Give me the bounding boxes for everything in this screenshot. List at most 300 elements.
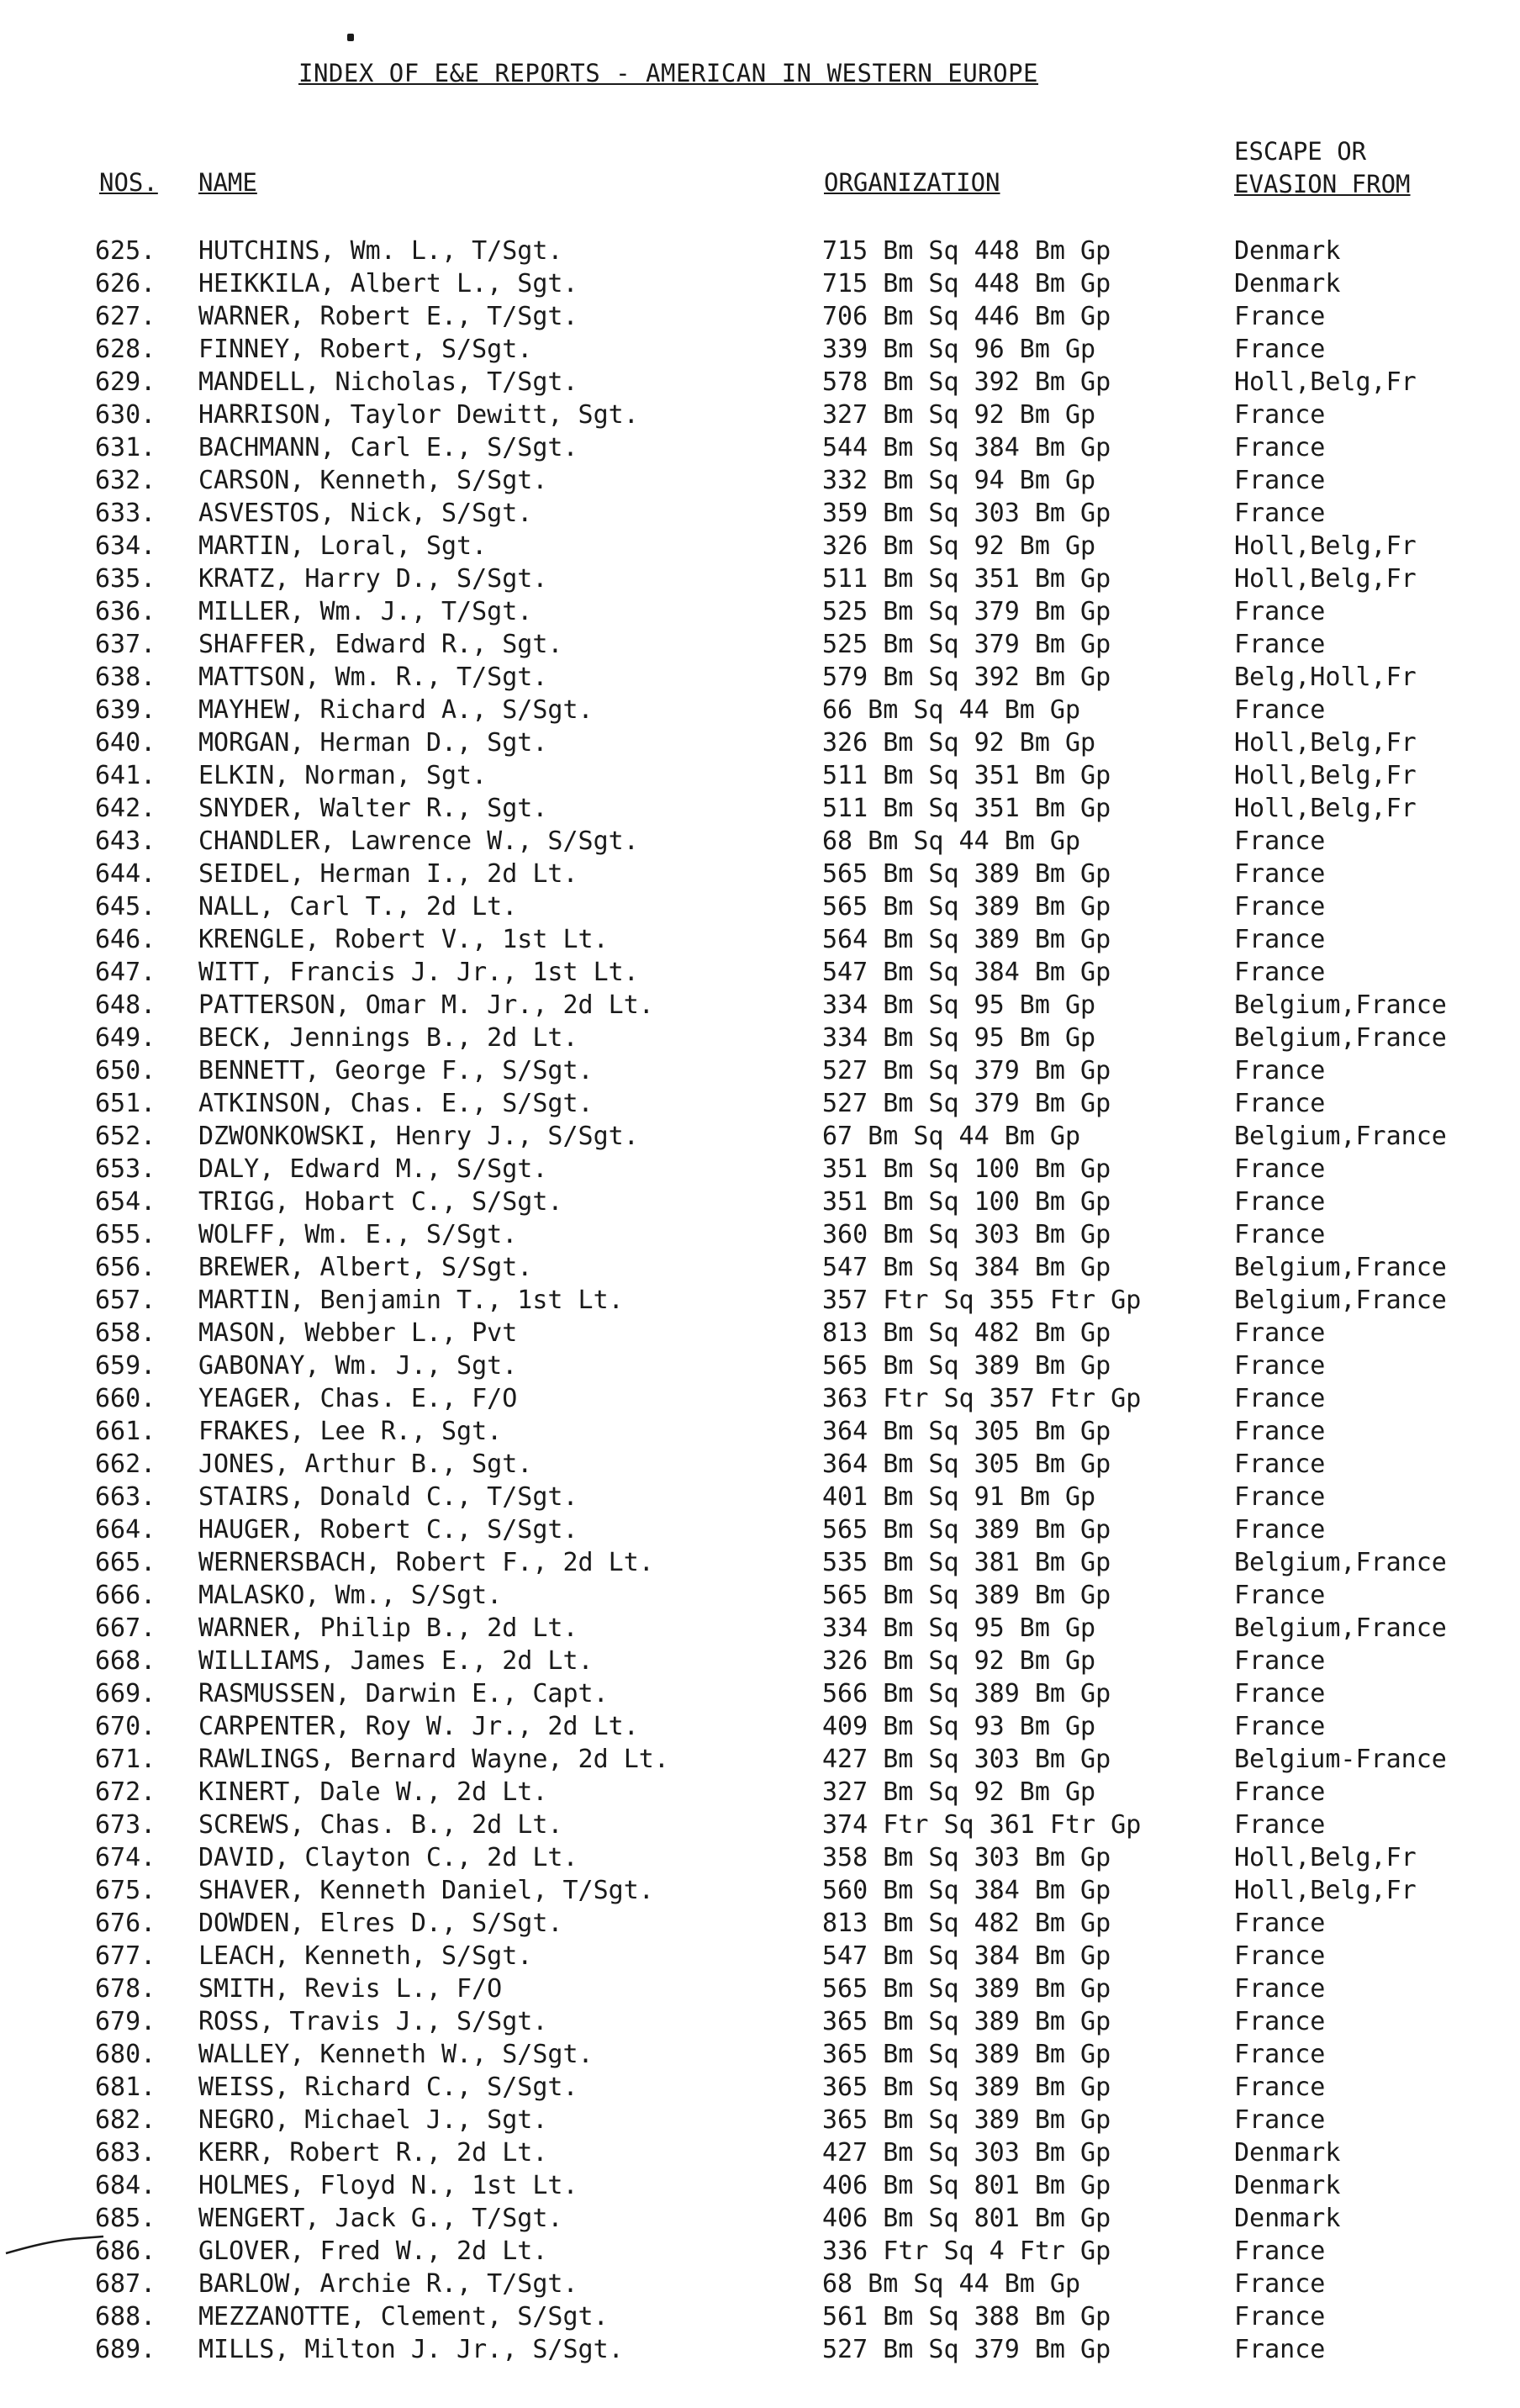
escape-from: France xyxy=(1234,695,1326,725)
table-row xyxy=(0,2235,1520,2268)
person-name: MEZZANOTTE, Clement, S/Sgt. xyxy=(198,2302,609,2331)
report-number: 679. xyxy=(95,2007,156,2036)
organization: 511 Bm Sq 351 Bm Gp xyxy=(822,761,1111,790)
table-row xyxy=(0,726,1520,759)
escape-from: Holl,Belg,Fr xyxy=(1234,761,1417,790)
table-row xyxy=(0,1054,1520,1087)
table-row xyxy=(0,267,1520,300)
page-title: INDEX OF E&E REPORTS - AMERICAN IN WESTERN EUROPE xyxy=(298,59,1039,87)
report-number: 654. xyxy=(95,1187,156,1217)
report-number: 652. xyxy=(95,1122,156,1151)
escape-from: France xyxy=(1234,2236,1326,2266)
escape-from: France xyxy=(1234,925,1326,954)
table-row xyxy=(0,1776,1520,1809)
organization: 565 Bm Sq 389 Bm Gp xyxy=(822,1581,1111,1610)
person-name: STAIRS, Donald C., T/Sgt. xyxy=(198,1482,578,1512)
person-name: NALL, Carl T., 2d Lt. xyxy=(198,892,518,921)
escape-from: France xyxy=(1234,1351,1326,1381)
organization: 401 Bm Sq 91 Bm Gp xyxy=(822,1482,1096,1512)
escape-from: France xyxy=(1234,2105,1326,2135)
person-name: CARSON, Kenneth, S/Sgt. xyxy=(198,466,548,495)
table-row xyxy=(0,1907,1520,1940)
escape-from: France xyxy=(1234,2269,1326,2299)
escape-from: Belgium,France xyxy=(1234,1253,1447,1282)
table-row xyxy=(0,2071,1520,2104)
escape-from: France xyxy=(1234,1974,1326,2004)
organization: 511 Bm Sq 351 Bm Gp xyxy=(822,564,1111,594)
person-name: CARPENTER, Roy W. Jr., 2d Lt. xyxy=(198,1712,639,1741)
report-number: 673. xyxy=(95,1810,156,1840)
table-row xyxy=(0,1317,1520,1349)
escape-from: France xyxy=(1234,1482,1326,1512)
person-name: SEIDEL, Herman I., 2d Lt. xyxy=(198,859,578,889)
table-row xyxy=(0,2136,1520,2169)
report-number: 653. xyxy=(95,1154,156,1184)
organization: 68 Bm Sq 44 Bm Gp xyxy=(822,2269,1081,2299)
organization: 364 Bm Sq 305 Bm Gp xyxy=(822,1417,1111,1446)
organization: 364 Bm Sq 305 Bm Gp xyxy=(822,1450,1111,1479)
organization: 67 Bm Sq 44 Bm Gp xyxy=(822,1122,1081,1151)
person-name: DALY, Edward M., S/Sgt. xyxy=(198,1154,548,1184)
escape-from: France xyxy=(1234,466,1326,495)
organization: 363 Ftr Sq 357 Ftr Gp xyxy=(822,1384,1142,1413)
organization: 409 Bm Sq 93 Bm Gp xyxy=(822,1712,1096,1741)
table-row xyxy=(0,956,1520,989)
organization: 326 Bm Sq 92 Bm Gp xyxy=(822,1646,1096,1676)
table-row xyxy=(0,235,1520,267)
report-number: 640. xyxy=(95,728,156,758)
table-row xyxy=(0,2300,1520,2333)
organization: 351 Bm Sq 100 Bm Gp xyxy=(822,1187,1111,1217)
report-number: 687. xyxy=(95,2269,156,2299)
report-number: 676. xyxy=(95,1909,156,1938)
ink-mark xyxy=(347,34,354,41)
report-number: 630. xyxy=(95,400,156,430)
table-row xyxy=(0,1218,1520,1251)
person-name: TRIGG, Hobart C., S/Sgt. xyxy=(198,1187,563,1217)
escape-from: Belg,Holl,Fr xyxy=(1234,663,1417,692)
person-name: MARTIN, Loral, Sgt. xyxy=(198,531,488,561)
escape-from: Holl,Belg,Fr xyxy=(1234,1876,1417,1905)
table-row xyxy=(0,825,1520,858)
report-number: 669. xyxy=(95,1679,156,1708)
person-name: RASMUSSEN, Darwin E., Capt. xyxy=(198,1679,609,1708)
table-row xyxy=(0,1153,1520,1186)
table-row xyxy=(0,2169,1520,2202)
header-name: NAME xyxy=(198,168,257,197)
table-row xyxy=(0,333,1520,366)
table-row xyxy=(0,366,1520,399)
table-row xyxy=(0,2333,1520,2366)
report-number: 631. xyxy=(95,433,156,462)
report-number: 684. xyxy=(95,2171,156,2200)
person-name: WARNER, Philip B., 2d Lt. xyxy=(198,1613,578,1643)
escape-from: France xyxy=(1234,1810,1326,1840)
organization: 365 Bm Sq 389 Bm Gp xyxy=(822,2040,1111,2069)
escape-from: Holl,Belg,Fr xyxy=(1234,1843,1417,1872)
table-row xyxy=(0,792,1520,825)
escape-from: Holl,Belg,Fr xyxy=(1234,531,1417,561)
organization: 566 Bm Sq 389 Bm Gp xyxy=(822,1679,1111,1708)
organization: 565 Bm Sq 389 Bm Gp xyxy=(822,859,1111,889)
report-number: 642. xyxy=(95,794,156,823)
report-number: 667. xyxy=(95,1613,156,1643)
report-number: 685. xyxy=(95,2204,156,2233)
escape-from: France xyxy=(1234,1154,1326,1184)
report-number: 689. xyxy=(95,2335,156,2364)
table-row xyxy=(0,1579,1520,1612)
person-name: HOLMES, Floyd N., 1st Lt. xyxy=(198,2171,578,2200)
escape-from: Belgium,France xyxy=(1234,1122,1447,1151)
person-name: SNYDER, Walter R., Sgt. xyxy=(198,794,548,823)
report-number: 638. xyxy=(95,663,156,692)
table-row xyxy=(0,1513,1520,1546)
table-row xyxy=(0,1677,1520,1710)
organization: 406 Bm Sq 801 Bm Gp xyxy=(822,2171,1111,2200)
report-number: 633. xyxy=(95,499,156,528)
header-nos: NOS. xyxy=(99,168,158,197)
person-name: ASVESTOS, Nick, S/Sgt. xyxy=(198,499,533,528)
report-number: 661. xyxy=(95,1417,156,1446)
organization: 334 Bm Sq 95 Bm Gp xyxy=(822,1023,1096,1053)
report-number: 644. xyxy=(95,859,156,889)
table-row xyxy=(0,1186,1520,1218)
person-name: BENNETT, George F., S/Sgt. xyxy=(198,1056,594,1085)
report-number: 683. xyxy=(95,2138,156,2168)
person-name: HEIKKILA, Albert L., Sgt. xyxy=(198,269,578,298)
escape-from: France xyxy=(1234,433,1326,462)
person-name: ROSS, Travis J., S/Sgt. xyxy=(198,2007,548,2036)
person-name: MORGAN, Herman D., Sgt. xyxy=(198,728,548,758)
report-number: 666. xyxy=(95,1581,156,1610)
report-number: 662. xyxy=(95,1450,156,1479)
person-name: DOWDEN, Elres D., S/Sgt. xyxy=(198,1909,563,1938)
person-name: HAUGER, Robert C., S/Sgt. xyxy=(198,1515,578,1545)
escape-from: Belgium-France xyxy=(1234,1745,1447,1774)
table-row xyxy=(0,2005,1520,2038)
table-row xyxy=(0,497,1520,530)
organization: 339 Bm Sq 96 Bm Gp xyxy=(822,335,1096,364)
escape-from: France xyxy=(1234,302,1326,331)
table-row xyxy=(0,1251,1520,1284)
table-row xyxy=(0,1972,1520,2005)
person-name: FINNEY, Robert, S/Sgt. xyxy=(198,335,533,364)
person-name: MALASKO, Wm., S/Sgt. xyxy=(198,1581,503,1610)
person-name: ELKIN, Norman, Sgt. xyxy=(198,761,488,790)
report-number: 682. xyxy=(95,2105,156,2135)
escape-from: France xyxy=(1234,2302,1326,2331)
person-name: SMITH, Revis L., F/O xyxy=(198,1974,503,2004)
table-row xyxy=(0,2104,1520,2136)
table-row xyxy=(0,890,1520,923)
organization: 365 Bm Sq 389 Bm Gp xyxy=(822,2007,1111,2036)
report-number: 681. xyxy=(95,2073,156,2102)
escape-from: France xyxy=(1234,2335,1326,2364)
person-name: WENGERT, Jack G., T/Sgt. xyxy=(198,2204,563,2233)
organization: 327 Bm Sq 92 Bm Gp xyxy=(822,400,1096,430)
organization: 374 Ftr Sq 361 Ftr Gp xyxy=(822,1810,1142,1840)
report-number: 629. xyxy=(95,367,156,397)
escape-from: France xyxy=(1234,1679,1326,1708)
person-name: WOLFF, Wm. E., S/Sgt. xyxy=(198,1220,518,1249)
table-row xyxy=(0,595,1520,628)
person-name: ATKINSON, Chas. E., S/Sgt. xyxy=(198,1089,594,1118)
organization: 427 Bm Sq 303 Bm Gp xyxy=(822,2138,1111,2168)
report-number: 641. xyxy=(95,761,156,790)
organization: 68 Bm Sq 44 Bm Gp xyxy=(822,826,1081,856)
escape-from: France xyxy=(1234,1515,1326,1545)
report-number: 655. xyxy=(95,1220,156,1249)
escape-from: France xyxy=(1234,1941,1326,1971)
escape-from: France xyxy=(1234,1450,1326,1479)
organization: 359 Bm Sq 303 Bm Gp xyxy=(822,499,1111,528)
report-number: 651. xyxy=(95,1089,156,1118)
report-number: 637. xyxy=(95,630,156,659)
table-row xyxy=(0,1284,1520,1317)
escape-from: Belgium,France xyxy=(1234,1286,1447,1315)
person-name: WITT, Francis J. Jr., 1st Lt. xyxy=(198,958,639,987)
person-name: WERNERSBACH, Robert F., 2d Lt. xyxy=(198,1548,654,1577)
table-row xyxy=(0,2038,1520,2071)
report-number: 647. xyxy=(95,958,156,987)
escape-from: France xyxy=(1234,1909,1326,1938)
person-name: BECK, Jennings B., 2d Lt. xyxy=(198,1023,578,1053)
person-name: HARRISON, Taylor Dewitt, Sgt. xyxy=(198,400,639,430)
organization: 525 Bm Sq 379 Bm Gp xyxy=(822,630,1111,659)
report-number: 645. xyxy=(95,892,156,921)
organization: 706 Bm Sq 446 Bm Gp xyxy=(822,302,1111,331)
escape-from: Denmark xyxy=(1234,2204,1341,2233)
table-row xyxy=(0,989,1520,1022)
table-row xyxy=(0,661,1520,694)
person-name: LEACH, Kenneth, S/Sgt. xyxy=(198,1941,533,1971)
escape-from: France xyxy=(1234,1581,1326,1610)
organization: 365 Bm Sq 389 Bm Gp xyxy=(822,2105,1111,2135)
organization: 527 Bm Sq 379 Bm Gp xyxy=(822,2335,1111,2364)
organization: 334 Bm Sq 95 Bm Gp xyxy=(822,1613,1096,1643)
person-name: WARNER, Robert E., T/Sgt. xyxy=(198,302,578,331)
escape-from: Belgium,France xyxy=(1234,1613,1447,1643)
table-row xyxy=(0,300,1520,333)
person-name: KRATZ, Harry D., S/Sgt. xyxy=(198,564,548,594)
organization: 511 Bm Sq 351 Bm Gp xyxy=(822,794,1111,823)
organization: 336 Ftr Sq 4 Ftr Gp xyxy=(822,2236,1111,2266)
report-number: 628. xyxy=(95,335,156,364)
organization: 715 Bm Sq 448 Bm Gp xyxy=(822,269,1111,298)
organization: 564 Bm Sq 389 Bm Gp xyxy=(822,925,1111,954)
table-row xyxy=(0,1022,1520,1054)
person-name: WEISS, Richard C., S/Sgt. xyxy=(198,2073,578,2102)
report-number: 627. xyxy=(95,302,156,331)
header-organization: ORGANIZATION xyxy=(824,168,1000,197)
escape-from: France xyxy=(1234,597,1326,626)
person-name: SCREWS, Chas. B., 2d Lt. xyxy=(198,1810,563,1840)
header-escape-line2: EVASION FROM xyxy=(1234,170,1411,198)
person-name: MILLER, Wm. J., T/Sgt. xyxy=(198,597,533,626)
table-row xyxy=(0,1087,1520,1120)
report-number: 625. xyxy=(95,236,156,266)
escape-from: France xyxy=(1234,1777,1326,1807)
organization: 427 Bm Sq 303 Bm Gp xyxy=(822,1745,1111,1774)
organization: 813 Bm Sq 482 Bm Gp xyxy=(822,1318,1111,1348)
person-name: DAVID, Clayton C., 2d Lt. xyxy=(198,1843,578,1872)
pen-stroke-mark xyxy=(4,2225,105,2258)
escape-from: Holl,Belg,Fr xyxy=(1234,367,1417,397)
report-number: 632. xyxy=(95,466,156,495)
organization: 66 Bm Sq 44 Bm Gp xyxy=(822,695,1081,725)
person-name: SHAFFER, Edward R., Sgt. xyxy=(198,630,563,659)
person-name: RAWLINGS, Bernard Wayne, 2d Lt. xyxy=(198,1745,669,1774)
escape-from: France xyxy=(1234,335,1326,364)
organization: 527 Bm Sq 379 Bm Gp xyxy=(822,1089,1111,1118)
report-number: 658. xyxy=(95,1318,156,1348)
escape-from: Holl,Belg,Fr xyxy=(1234,794,1417,823)
table-row xyxy=(0,2268,1520,2300)
organization: 547 Bm Sq 384 Bm Gp xyxy=(822,1941,1111,1971)
report-number: 664. xyxy=(95,1515,156,1545)
escape-from: Denmark xyxy=(1234,2171,1341,2200)
escape-from: France xyxy=(1234,2007,1326,2036)
person-name: MILLS, Milton J. Jr., S/Sgt. xyxy=(198,2335,624,2364)
person-name: MASON, Webber L., Pvt xyxy=(198,1318,518,1348)
escape-from: France xyxy=(1234,1318,1326,1348)
escape-from: France xyxy=(1234,958,1326,987)
organization: 565 Bm Sq 389 Bm Gp xyxy=(822,1974,1111,2004)
report-list xyxy=(0,235,1520,2366)
organization: 358 Bm Sq 303 Bm Gp xyxy=(822,1843,1111,1872)
table-row xyxy=(0,759,1520,792)
table-row xyxy=(0,431,1520,464)
organization: 578 Bm Sq 392 Bm Gp xyxy=(822,367,1111,397)
report-number: 678. xyxy=(95,1974,156,2004)
escape-from: France xyxy=(1234,1220,1326,1249)
person-name: NEGRO, Michael J., Sgt. xyxy=(198,2105,548,2135)
organization: 334 Bm Sq 95 Bm Gp xyxy=(822,990,1096,1020)
report-number: 675. xyxy=(95,1876,156,1905)
person-name: YEAGER, Chas. E., F/O xyxy=(198,1384,518,1413)
table-row xyxy=(0,2202,1520,2235)
person-name: KINERT, Dale W., 2d Lt. xyxy=(198,1777,548,1807)
person-name: WILLIAMS, James E., 2d Lt. xyxy=(198,1646,594,1676)
report-number: 650. xyxy=(95,1056,156,1085)
escape-from: Denmark xyxy=(1234,2138,1341,2168)
table-row xyxy=(0,694,1520,726)
organization: 525 Bm Sq 379 Bm Gp xyxy=(822,597,1111,626)
escape-from: France xyxy=(1234,892,1326,921)
person-name: BACHMANN, Carl E., S/Sgt. xyxy=(198,433,578,462)
table-row xyxy=(0,1710,1520,1743)
escape-from: France xyxy=(1234,499,1326,528)
report-number: 639. xyxy=(95,695,156,725)
escape-from: France xyxy=(1234,2073,1326,2102)
person-name: HUTCHINS, Wm. L., T/Sgt. xyxy=(198,236,563,266)
organization: 544 Bm Sq 384 Bm Gp xyxy=(822,433,1111,462)
table-row xyxy=(0,1809,1520,1841)
report-number: 674. xyxy=(95,1843,156,1872)
escape-from: Holl,Belg,Fr xyxy=(1234,728,1417,758)
organization: 360 Bm Sq 303 Bm Gp xyxy=(822,1220,1111,1249)
report-number: 680. xyxy=(95,2040,156,2069)
person-name: KRENGLE, Robert V., 1st Lt. xyxy=(198,925,609,954)
organization: 565 Bm Sq 389 Bm Gp xyxy=(822,1515,1111,1545)
table-row xyxy=(0,1546,1520,1579)
table-row xyxy=(0,562,1520,595)
organization: 535 Bm Sq 381 Bm Gp xyxy=(822,1548,1111,1577)
report-number: 643. xyxy=(95,826,156,856)
escape-from: Denmark xyxy=(1234,269,1341,298)
escape-from: France xyxy=(1234,1187,1326,1217)
escape-from: Holl,Belg,Fr xyxy=(1234,564,1417,594)
escape-from: France xyxy=(1234,1089,1326,1118)
organization: 365 Bm Sq 389 Bm Gp xyxy=(822,2073,1111,2102)
organization: 351 Bm Sq 100 Bm Gp xyxy=(822,1154,1111,1184)
report-number: 688. xyxy=(95,2302,156,2331)
person-name: SHAVER, Kenneth Daniel, T/Sgt. xyxy=(198,1876,654,1905)
person-name: MANDELL, Nicholas, T/Sgt. xyxy=(198,367,578,397)
report-number: 648. xyxy=(95,990,156,1020)
organization: 561 Bm Sq 388 Bm Gp xyxy=(822,2302,1111,2331)
organization: 565 Bm Sq 389 Bm Gp xyxy=(822,1351,1111,1381)
person-name: JONES, Arthur B., Sgt. xyxy=(198,1450,533,1479)
organization: 547 Bm Sq 384 Bm Gp xyxy=(822,1253,1111,1282)
table-row xyxy=(0,1382,1520,1415)
report-number: 636. xyxy=(95,597,156,626)
escape-from: France xyxy=(1234,826,1326,856)
organization: 406 Bm Sq 801 Bm Gp xyxy=(822,2204,1111,2233)
person-name: KERR, Robert R., 2d Lt. xyxy=(198,2138,548,2168)
report-number: 634. xyxy=(95,531,156,561)
table-row xyxy=(0,1448,1520,1481)
report-number: 670. xyxy=(95,1712,156,1741)
table-row xyxy=(0,1743,1520,1776)
table-row xyxy=(0,399,1520,431)
escape-from: France xyxy=(1234,2040,1326,2069)
organization: 565 Bm Sq 389 Bm Gp xyxy=(822,892,1111,921)
organization: 327 Bm Sq 92 Bm Gp xyxy=(822,1777,1096,1807)
table-row xyxy=(0,530,1520,562)
escape-from: France xyxy=(1234,859,1326,889)
organization: 326 Bm Sq 92 Bm Gp xyxy=(822,531,1096,561)
escape-from: France xyxy=(1234,1646,1326,1676)
table-row xyxy=(0,1874,1520,1907)
report-number: 646. xyxy=(95,925,156,954)
table-row xyxy=(0,1940,1520,1972)
person-name: MAYHEW, Richard A., S/Sgt. xyxy=(198,695,594,725)
organization: 326 Bm Sq 92 Bm Gp xyxy=(822,728,1096,758)
report-number: 686. xyxy=(95,2236,156,2266)
person-name: GLOVER, Fred W., 2d Lt. xyxy=(198,2236,548,2266)
report-number: 671. xyxy=(95,1745,156,1774)
escape-from: France xyxy=(1234,630,1326,659)
organization: 813 Bm Sq 482 Bm Gp xyxy=(822,1909,1111,1938)
escape-from: Belgium,France xyxy=(1234,1023,1447,1053)
organization: 527 Bm Sq 379 Bm Gp xyxy=(822,1056,1111,1085)
report-number: 635. xyxy=(95,564,156,594)
report-number: 677. xyxy=(95,1941,156,1971)
table-row xyxy=(0,1481,1520,1513)
person-name: GABONAY, Wm. J., Sgt. xyxy=(198,1351,518,1381)
organization: 357 Ftr Sq 355 Ftr Gp xyxy=(822,1286,1142,1315)
report-number: 659. xyxy=(95,1351,156,1381)
table-row xyxy=(0,1120,1520,1153)
report-number: 668. xyxy=(95,1646,156,1676)
person-name: BARLOW, Archie R., T/Sgt. xyxy=(198,2269,578,2299)
organization: 332 Bm Sq 94 Bm Gp xyxy=(822,466,1096,495)
person-name: BREWER, Albert, S/Sgt. xyxy=(198,1253,533,1282)
report-number: 660. xyxy=(95,1384,156,1413)
person-name: PATTERSON, Omar M. Jr., 2d Lt. xyxy=(198,990,654,1020)
person-name: MARTIN, Benjamin T., 1st Lt. xyxy=(198,1286,624,1315)
